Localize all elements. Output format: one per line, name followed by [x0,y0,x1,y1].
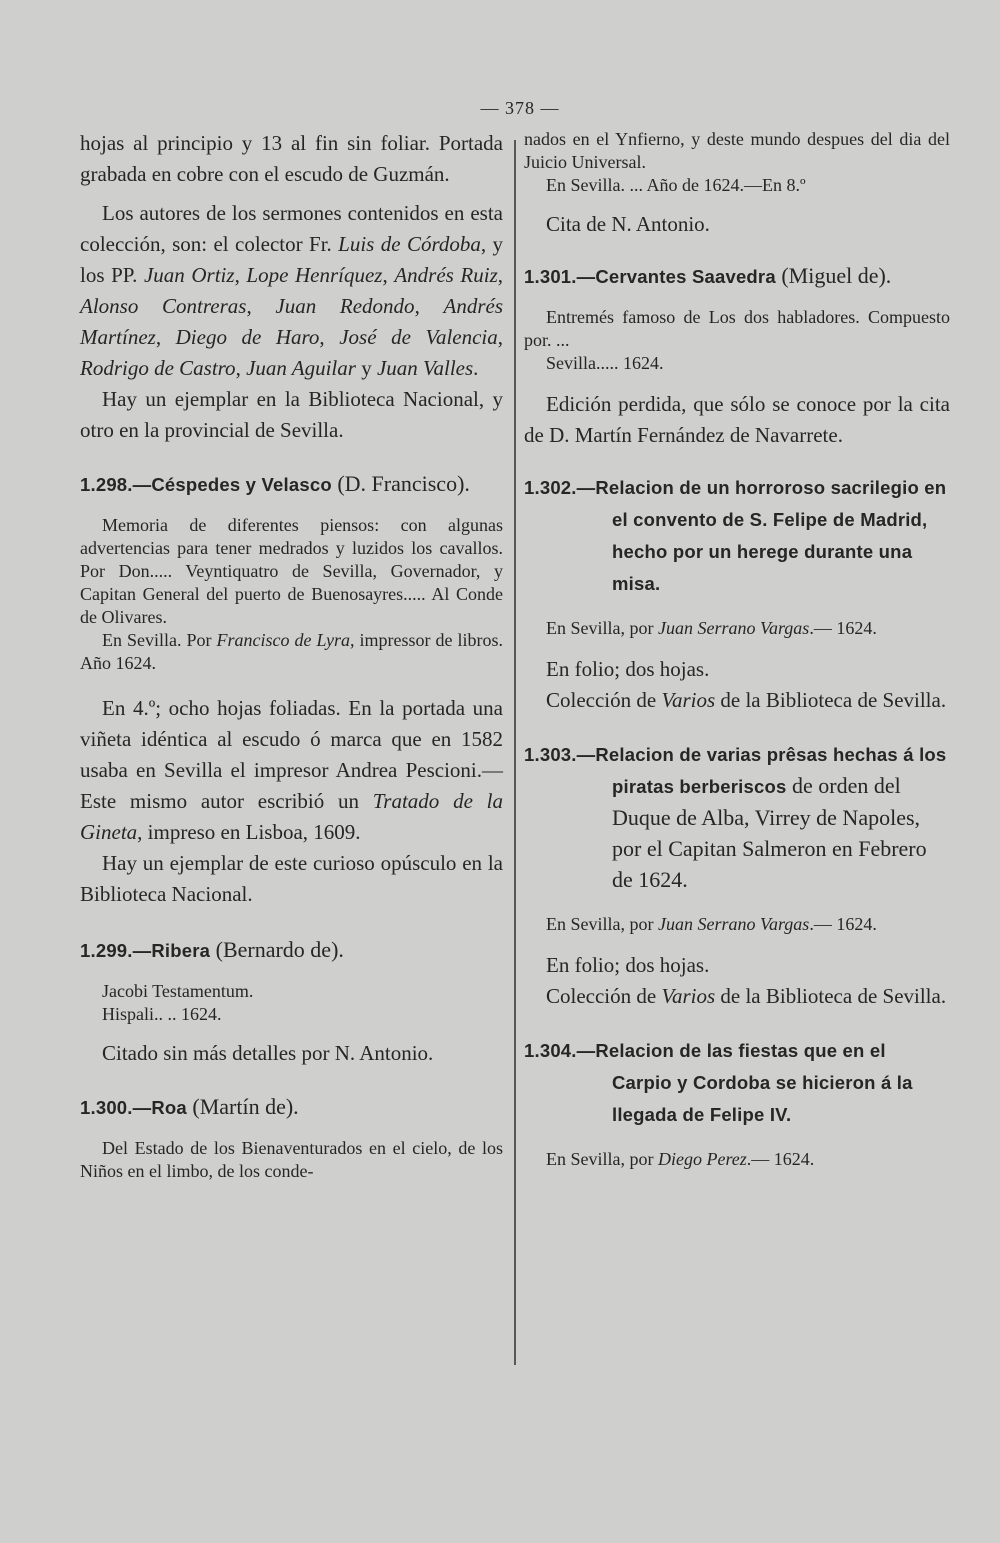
italic-text: Varios [661,984,716,1008]
paragraph [80,980,503,1003]
entry-title: 1.299.—Ribera [80,940,211,961]
text-run: Colección de [546,688,662,712]
text-run: En 4.º; ocho hojas foliadas. En la portada una viñeta idéntica al escudo ó marca que en 1582 usaba en Sevilla el impresor Andrea Pescioni.—Este mismo autor escribió un [80,696,503,813]
paragraph [524,389,950,451]
italic-text: Juan Serrano Vargas [657,914,810,934]
paragraph [524,128,950,174]
text-run: Citado sin más detalles por N. Antonio. [102,1041,434,1065]
text-run: En Sevilla. Por [102,630,217,650]
text-run: Jacobi Testamentum. [102,981,254,1001]
text-run: Sevilla..... 1624. [546,353,664,373]
text-run: .— 1624. [809,914,877,934]
italic-text: Juan Serrano Vargas [657,618,810,638]
entry-title: 1.301.—Cervantes Saavedra [524,266,776,287]
text-run: Hay un ejemplar de este curioso opúsculo en la Biblioteca Nacional. [80,851,503,906]
text-run: En folio; dos hojas. [546,657,710,681]
paragraph [524,617,950,640]
italic-text: Juan Valles [376,356,474,380]
text-run: En Sevilla. ... Año de 1624.—En 8.º [546,175,806,195]
italic-text: Andrés Martínez [80,294,504,349]
italic-text: Diego Perez [657,1149,747,1169]
entry-author: (Martín de). [186,1094,299,1119]
column-divider [514,140,516,1365]
paragraph [524,306,950,352]
text-run: , [382,263,395,287]
italic-text: Juan Ortiz [143,263,235,287]
paragraph [524,1148,950,1171]
italic-text: Alonso Contreras [80,294,247,318]
italic-text: Tratado de la Gineta [80,789,503,844]
paragraph [524,352,950,375]
text-run: Los autores de los sermones contenidos en esta colección, son: el colector Fr. [80,201,503,256]
paragraph [80,848,503,910]
text-run: . [473,356,479,380]
entry-author: de orden del Duque de Alba, Virrey de Napoles, por el Capitan Salmeron en Febrero de 1624. [612,773,927,892]
text-run: En Sevilla, por [546,1149,658,1169]
paragraph [80,514,503,629]
entry-title: 1.302.—Relacion de un horroroso sacrilegio en el convento de S. Felipe de Madrid, hecho por un herege durante una misa. [524,477,947,594]
italic-text: Rodrigo de Castro [80,356,236,380]
text-run: , [235,356,247,380]
italic-text: José de Valencia [339,325,498,349]
text-run: Del Estado de los Bienaventurados en el cielo, de los Niños en el limbo, de los conde- [80,1138,503,1181]
text-run: hojas al principio y 13 al fin sin foliar. Portada grabada en cobre con el escudo de Guzmán. [80,131,503,186]
italic-text: Lope Henríquez [246,263,383,287]
entry-author: (D. Francisco). [331,471,470,496]
text-run: Edición perdida, que sólo se conoce por la cita de D. Martín Fernández de Navarrete. [524,392,950,447]
italic-text: Varios [661,688,716,712]
entry-heading [80,468,503,500]
text-run: de la Biblioteca de Sevilla. [715,984,947,1008]
text-run: , [414,294,444,318]
text-run: , impreso en Lisboa, 1609. [137,820,361,844]
paragraph [80,1003,503,1026]
text-run: , impressor de libros. Año 1624. [80,630,503,673]
entry-author: (Miguel de). [775,263,892,288]
text-run: nados en el Ynfierno, y deste mundo despues del dia del Juicio Universal. [524,129,950,172]
page-number: — 378 — [480,98,560,118]
text-run: , [319,325,340,349]
entry-title: 1.298.—Céspedes y Velasco [80,474,332,495]
text-run: Entremés famoso de Los dos habladores. Compuesto por. ... [524,307,950,350]
text-run: Cita de N. Antonio. [546,212,710,236]
right-column [524,128,950,1171]
paragraph [524,174,950,197]
text-run: Hispali.. .. 1624. [102,1004,222,1024]
text-run: En folio; dos hojas. [546,953,710,977]
text-run: , y los PP. [80,232,503,287]
text-run: y [355,356,377,380]
left-column [80,128,503,1183]
paragraph [524,654,950,685]
entry-heading [524,471,950,599]
entry-heading [524,1034,950,1130]
text-run: En Sevilla, por [546,618,658,638]
entry-title: 1.303.—Relacion de varias prêsas hechas á los piratas berberiscos [524,744,947,797]
paragraph [524,685,950,716]
entry-author: (Bernardo de). [210,937,344,962]
entry-heading [80,1091,503,1123]
paragraph [524,913,950,936]
paragraph [524,209,950,240]
paragraph [80,629,503,675]
text-run: , [155,325,176,349]
paragraph [80,128,503,190]
italic-text: Diego de Haro [175,325,320,349]
italic-text: Juan Redondo [275,294,415,318]
paragraph [80,384,503,446]
text-run: Hay un ejemplar en la Biblioteca Nacional, y otro en la provincial de Sevilla. [80,387,503,442]
entry-heading [524,260,950,292]
text-run: de la Biblioteca de Sevilla. [715,688,947,712]
italic-text: Francisco de Lyra [216,630,350,650]
entry-heading [80,934,503,966]
text-run: Colección de [546,984,662,1008]
paragraph [524,981,950,1012]
paragraph [80,198,503,384]
paragraph [80,1038,503,1069]
text-run: .— 1624. [746,1149,815,1169]
italic-text: Juan Aguilar [246,356,356,380]
entry-title: 1.300.—Roa [80,1097,187,1118]
entry-heading [524,738,950,895]
entry-title: 1.304.—Relacion de las fiestas que en el Carpio y Cordoba se hicieron á la llegada de Felipe IV. [524,1040,913,1125]
paragraph [80,693,503,848]
paragraph [80,1137,503,1183]
text-run: Memoria de diferentes piensos: con algunas advertencias para tener medrados y luzidos los cavallos. Por Don..... Veyntiquatro de Sevilla, Governador, y Capitan General del puerto de Buenosayres..... Al Conde de Olivares. [80,515,503,627]
paragraph [524,950,950,981]
text-run: , [246,294,276,318]
text-run: .— 1624. [809,618,877,638]
text-run: En Sevilla, por [546,914,658,934]
text-run: , [497,325,504,349]
text-run: , [497,263,503,287]
italic-text: Luis de Córdoba [338,232,481,256]
italic-text: Andrés Ruiz [394,263,498,287]
text-run: , [234,263,247,287]
